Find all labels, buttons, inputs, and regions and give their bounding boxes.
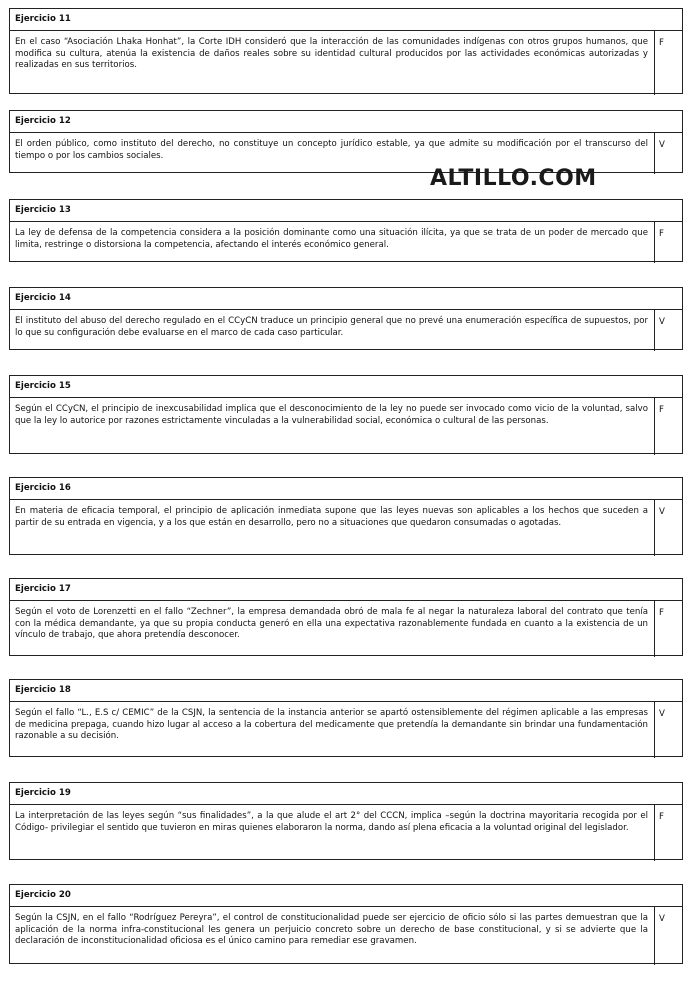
exercise-block [9, 110, 683, 173]
exercise-block [9, 199, 683, 262]
exercise-answer: F [659, 608, 664, 618]
exercise-block [9, 782, 683, 860]
exercise-block [9, 679, 683, 757]
exercise-title: Ejercicio 20 [10, 885, 682, 907]
exercise-statement: En materia de eficacia temporal, el principio de aplicación inmediata supone que las leyes nuevas son aplicables a los hechos que suceden a partir de su entrada en vigencia, y a los que están en desarrollo, pero no a situaciones que quedaron consumadas o agotadas. [10, 500, 655, 556]
exercise-statement: El orden público, como instituto del derecho, no constituye un concepto jurídico estable, ya que admite su modificación por el transcurso del tiempo o por los cambios sociales. [10, 133, 655, 174]
watermark: ALTILLO.COM [430, 166, 597, 191]
exercise-title: Ejercicio 11 [10, 9, 682, 31]
exercise-statement: La ley de defensa de la competencia considera a la posición dominante como una situación ilícita, ya que se trata de un poder de mercado que limita, restringe o distorsiona la competencia, afectando el interés económico general. [10, 222, 655, 263]
exercise-answer: V [659, 709, 665, 719]
exercise-answer: F [659, 405, 664, 415]
exercise-answer: F [659, 229, 664, 239]
exercise-block [9, 578, 683, 656]
exercise-statement: Según el fallo “L., E.S c/ CEMIC” de la CSJN, la sentencia de la instancia anterior se apartó ostensiblemente del régimen aplicable a las empresas de medicina prepaga, cuando hizo lugar al acceso a la cobertura del medicamente que pretendía la demandante sin brindar una fundamentación razonable a su decisión. [10, 702, 655, 758]
exercise-title: Ejercicio 15 [10, 376, 682, 398]
exercise-title: Ejercicio 19 [10, 783, 682, 805]
exercise-block [9, 884, 683, 964]
exercise-block [9, 477, 683, 555]
exercise-title: Ejercicio 12 [10, 111, 682, 133]
exercise-answer: V [659, 317, 665, 327]
exercise-title: Ejercicio 13 [10, 200, 682, 222]
exercise-block [9, 375, 683, 454]
exercise-title: Ejercicio 18 [10, 680, 682, 702]
exercise-statement: Según la CSJN, en el fallo “Rodríguez Pereyra”, el control de constitucionalidad puede ser ejercicio de oficio sólo si las partes demuestran que la aplicación de la norma infra-constitucional les genera un perjuicio concreto sobre un derecho de base constitucional, y si se advierte que la declaración de inconstitucionalidad oficiosa es el único camino para remediar ese gravamen. [10, 907, 655, 965]
exercise-answer: V [659, 140, 665, 150]
exercise-title: Ejercicio 17 [10, 579, 682, 601]
exercise-statement: La interpretación de las leyes según “sus finalidades”, a la que alude el art 2° del CCCN, implica –según la doctrina mayoritaria recogida por el Código- privilegiar el sentido que tuvieron en miras quienes elaboraron la norma, dando así plena eficacia a la voluntad original del legislador. [10, 805, 655, 861]
exercise-answer: V [659, 914, 665, 924]
exercise-answer: V [659, 507, 665, 517]
exercise-statement: El instituto del abuso del derecho regulado en el CCyCN traduce un principio general que no prevé una enumeración específica de supuestos, por lo que su configuración debe evaluarse en el marco de cada caso particular. [10, 310, 655, 351]
exercise-title: Ejercicio 16 [10, 478, 682, 500]
exercise-block [9, 8, 683, 94]
exercise-answer: F [659, 38, 664, 48]
exercise-title: Ejercicio 14 [10, 288, 682, 310]
exercise-statement: Según el CCyCN, el principio de inexcusabilidad implica que el desconocimiento de la ley no puede ser invocado como vicio de la voluntad, salvo que la ley lo autorice por razones estrictamente vinculadas a la vulnerabilidad social, económica o cultural de las personas. [10, 398, 655, 455]
exercise-statement: En el caso “Asociación Lhaka Honhat”, la Corte IDH consideró que la interacción de las comunidades indígenas con otros grupos humanos, que modifica su cultura, atenúa la existencia de daños reales sobre su identidad cultural producidos por las actividades económicas autorizadas y realizadas en sus territorios. [10, 31, 655, 95]
exercise-statement: Según el voto de Lorenzetti en el fallo “Zechner”, la empresa demandada obró de mala fe al negar la naturaleza laboral del contrato que tenía con la médica demandante, ya que su propia conducta generó en ella una expectativa razonablemente fundada en cuanto a la existencia de un vínculo de trabajo, que ahora pretendía desconocer. [10, 601, 655, 657]
exercise-block [9, 287, 683, 350]
exercise-answer: F [659, 812, 664, 822]
